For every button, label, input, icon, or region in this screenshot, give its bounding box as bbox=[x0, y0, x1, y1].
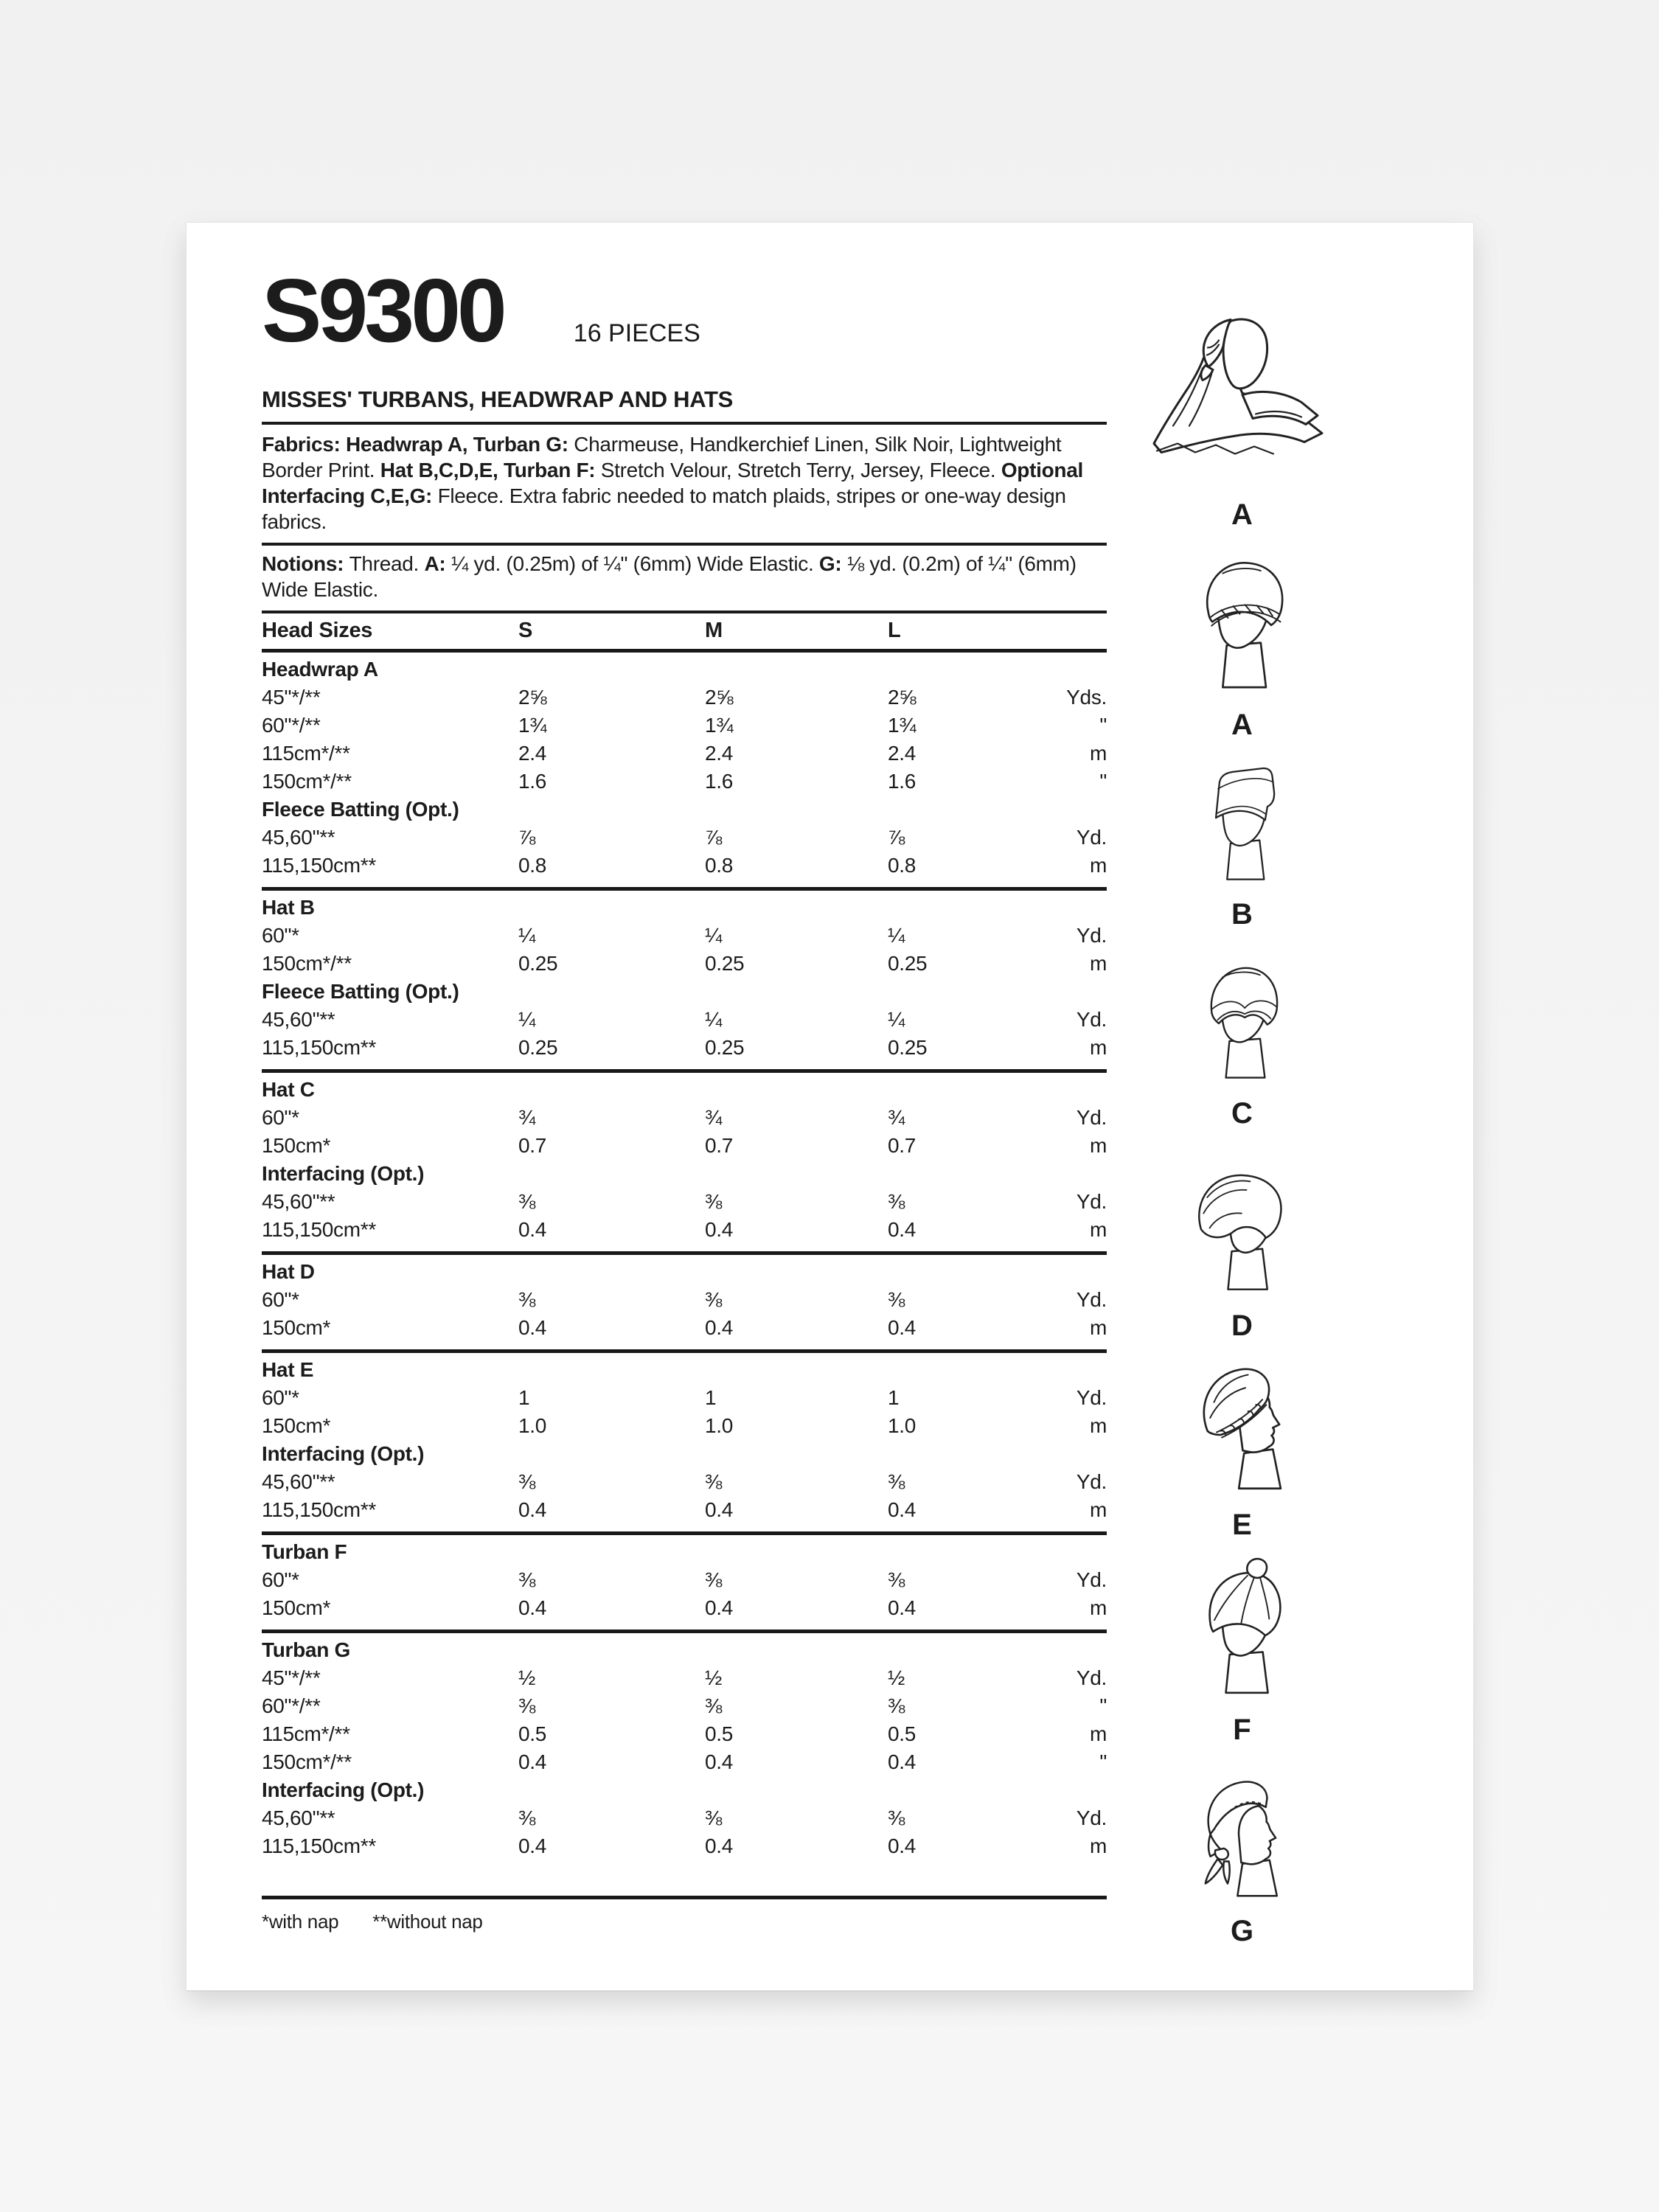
unit-cell: Yd. bbox=[1076, 924, 1107, 947]
row-label: 150cm*/** bbox=[262, 952, 352, 975]
view-label: E bbox=[1232, 1509, 1253, 1541]
view-d-figure bbox=[1124, 1153, 1360, 1343]
row-label: 150cm* bbox=[262, 1596, 331, 1619]
value-cell: 0.25 bbox=[888, 952, 928, 975]
value-cell: 0.5 bbox=[518, 1722, 547, 1745]
value-cell: 0.5 bbox=[705, 1722, 734, 1745]
view-a-turban-figure bbox=[1124, 542, 1360, 742]
hat-d-illustration bbox=[1175, 1153, 1310, 1307]
value-cell: ⅜ bbox=[705, 1568, 723, 1591]
content-column bbox=[262, 223, 1107, 1933]
yardage-row bbox=[262, 1188, 1107, 1216]
text-run: Charmeuse, Handkerchief Linen, Silk Noir, Lightweight Border Print. bbox=[262, 433, 1062, 481]
value-cell: 0.5 bbox=[888, 1722, 917, 1745]
value-cell: 1.0 bbox=[888, 1414, 917, 1437]
unit-cell: " bbox=[1099, 1750, 1107, 1773]
view-label: A bbox=[1231, 498, 1253, 531]
section-label-row: Hat E bbox=[262, 1358, 314, 1381]
view-f-figure bbox=[1124, 1551, 1360, 1747]
unit-cell: Yd. bbox=[1076, 826, 1107, 849]
value-cell: 1¾ bbox=[888, 714, 917, 737]
table-section bbox=[262, 1353, 1107, 1535]
view-g-figure bbox=[1124, 1758, 1360, 1948]
value-cell: ⅜ bbox=[705, 1470, 723, 1493]
table-section bbox=[262, 1535, 1107, 1633]
column-header: Head Sizes bbox=[262, 619, 373, 642]
column-header: M bbox=[705, 619, 723, 642]
unit-cell: m bbox=[1089, 1218, 1107, 1241]
value-cell: 0.4 bbox=[888, 1218, 917, 1241]
value-cell: ⅜ bbox=[705, 1806, 723, 1829]
value-cell: 2.4 bbox=[518, 742, 547, 765]
value-cell: 0.25 bbox=[705, 952, 745, 975]
yardage-row bbox=[262, 1006, 1107, 1034]
row-label: 60"*/** bbox=[262, 714, 321, 737]
yardage-table bbox=[262, 611, 1107, 1899]
bold-text-run: Hat B,C,D,E, Turban F: bbox=[380, 459, 601, 481]
unit-cell: Yd. bbox=[1076, 1386, 1107, 1409]
yardage-row bbox=[262, 1384, 1107, 1412]
value-cell: ½ bbox=[705, 1666, 723, 1689]
section-label-row: Hat B bbox=[262, 896, 315, 919]
value-cell: 1 bbox=[705, 1386, 717, 1409]
value-cell: ⅜ bbox=[888, 1568, 905, 1591]
yardage-row bbox=[262, 1412, 1107, 1440]
value-cell: 0.4 bbox=[888, 1498, 917, 1521]
table-section bbox=[262, 891, 1107, 1073]
yardage-row bbox=[262, 852, 1107, 880]
bold-text-run: Fabrics: bbox=[262, 433, 347, 456]
yardage-row bbox=[262, 1566, 1107, 1594]
value-cell: ⅜ bbox=[518, 1568, 536, 1591]
column-header: S bbox=[518, 619, 533, 642]
value-cell: 0.4 bbox=[518, 1750, 547, 1773]
notions-description bbox=[262, 551, 1107, 602]
value-cell: ⅜ bbox=[705, 1694, 723, 1717]
garment-title: MISSES' TURBANS, HEADWRAP AND HATS bbox=[262, 386, 1107, 425]
headwrap-a-draped-illustration bbox=[1132, 305, 1353, 495]
unit-cell: m bbox=[1089, 952, 1107, 975]
fabrics-description bbox=[262, 431, 1107, 546]
value-cell: 0.4 bbox=[518, 1834, 547, 1857]
text-run: Fleece. Extra fabric needed to match plaids, stripes or one-way design fabrics. bbox=[262, 484, 1066, 533]
value-cell: 1¾ bbox=[705, 714, 734, 737]
value-cell: ¼ bbox=[888, 924, 905, 947]
value-cell: 0.4 bbox=[518, 1218, 547, 1241]
row-label: 115,150cm** bbox=[262, 1834, 376, 1857]
view-illustrations-column bbox=[1124, 223, 1405, 1990]
with-nap-note: *with nap bbox=[262, 1910, 339, 1933]
row-label: 45"*/** bbox=[262, 686, 321, 709]
piece-count: 16 PIECES bbox=[573, 319, 700, 347]
unit-cell: Yd. bbox=[1076, 1666, 1107, 1689]
row-label: 45,60"** bbox=[262, 1470, 335, 1493]
row-label: 60"* bbox=[262, 1386, 299, 1409]
view-label: D bbox=[1231, 1310, 1253, 1342]
yardage-row bbox=[262, 1286, 1107, 1314]
unit-cell: m bbox=[1089, 1316, 1107, 1339]
unit-cell: m bbox=[1089, 854, 1107, 877]
text-run: ⅛ yd. (0.2m) of ¼" (6mm) Wide Elastic. bbox=[262, 552, 1077, 601]
value-cell: ⅜ bbox=[705, 1288, 723, 1311]
yardage-row bbox=[262, 1832, 1107, 1860]
value-cell: ⅜ bbox=[518, 1806, 536, 1829]
section-label-row: Hat C bbox=[262, 1078, 315, 1101]
value-cell: 0.7 bbox=[888, 1134, 917, 1157]
row-label: 60"* bbox=[262, 1106, 299, 1129]
section-label-row: Turban G bbox=[262, 1638, 350, 1661]
value-cell: 0.4 bbox=[518, 1316, 547, 1339]
value-cell: ⅞ bbox=[705, 826, 723, 849]
value-cell: ¼ bbox=[518, 1008, 536, 1031]
value-cell: 2⅝ bbox=[518, 686, 547, 709]
value-cell: ⅜ bbox=[518, 1470, 536, 1493]
value-cell: ⅜ bbox=[518, 1694, 536, 1717]
unit-cell: m bbox=[1089, 1834, 1107, 1857]
view-label: C bbox=[1231, 1097, 1253, 1130]
value-cell: 0.7 bbox=[705, 1134, 734, 1157]
section-label-row: Interfacing (Opt.) bbox=[262, 1442, 425, 1465]
section-label-row: Hat D bbox=[262, 1260, 315, 1283]
view-label: B bbox=[1231, 898, 1253, 931]
value-cell: ¼ bbox=[888, 1008, 905, 1031]
row-label: 150cm*/** bbox=[262, 770, 352, 793]
yardage-row bbox=[262, 684, 1107, 712]
turban-g-illustration bbox=[1175, 1758, 1310, 1912]
value-cell: ⅞ bbox=[518, 826, 536, 849]
value-cell: 1¾ bbox=[518, 714, 547, 737]
value-cell: ½ bbox=[888, 1666, 905, 1689]
unit-cell: m bbox=[1089, 1722, 1107, 1745]
row-label: 45"*/** bbox=[262, 1666, 321, 1689]
value-cell: ⅜ bbox=[888, 1694, 905, 1717]
value-cell: 0.7 bbox=[518, 1134, 547, 1157]
unit-cell: Yds. bbox=[1066, 686, 1107, 709]
hat-e-illustration bbox=[1171, 1342, 1315, 1506]
row-label: 115,150cm** bbox=[262, 854, 376, 877]
yardage-row bbox=[262, 712, 1107, 740]
row-label: 45,60"** bbox=[262, 1190, 335, 1213]
section-label-row: Headwrap A bbox=[262, 658, 378, 681]
value-cell: ¾ bbox=[705, 1106, 723, 1129]
value-cell: ¾ bbox=[518, 1106, 536, 1129]
yardage-row bbox=[262, 1216, 1107, 1244]
yardage-row bbox=[262, 1496, 1107, 1524]
value-cell: 0.4 bbox=[518, 1596, 547, 1619]
nap-footnote bbox=[262, 1910, 1107, 1933]
unit-cell: Yd. bbox=[1076, 1008, 1107, 1031]
unit-cell: Yd. bbox=[1076, 1288, 1107, 1311]
unit-cell: " bbox=[1099, 1694, 1107, 1717]
value-cell: ¼ bbox=[705, 1008, 723, 1031]
value-cell: 1 bbox=[888, 1386, 900, 1409]
unit-cell: m bbox=[1089, 1596, 1107, 1619]
value-cell: 0.4 bbox=[705, 1834, 734, 1857]
value-cell: 0.4 bbox=[888, 1834, 917, 1857]
unit-cell: Yd. bbox=[1076, 1470, 1107, 1493]
row-label: 150cm* bbox=[262, 1414, 331, 1437]
view-label: A bbox=[1231, 709, 1253, 741]
row-label: 150cm* bbox=[262, 1134, 331, 1157]
value-cell: 0.25 bbox=[518, 952, 558, 975]
value-cell: 1.6 bbox=[888, 770, 917, 793]
value-cell: 0.25 bbox=[518, 1036, 558, 1059]
value-cell: 1.0 bbox=[518, 1414, 547, 1437]
value-cell: ⅞ bbox=[888, 826, 905, 849]
yardage-row bbox=[262, 1034, 1107, 1062]
unit-cell: Yd. bbox=[1076, 1806, 1107, 1829]
yardage-row bbox=[262, 1692, 1107, 1720]
unit-cell: m bbox=[1089, 1134, 1107, 1157]
value-cell: ¼ bbox=[518, 924, 536, 947]
bold-text-run: Notions: bbox=[262, 552, 349, 575]
unit-cell: " bbox=[1099, 714, 1107, 737]
text-run: ¼ yd. (0.25m) of ¼" (6mm) Wide Elastic. bbox=[451, 552, 819, 575]
section-label-row: Fleece Batting (Opt.) bbox=[262, 980, 459, 1003]
yardage-row bbox=[262, 1314, 1107, 1342]
value-cell: ⅜ bbox=[518, 1190, 536, 1213]
value-cell: 0.4 bbox=[705, 1316, 734, 1339]
title-row bbox=[262, 260, 1107, 361]
yardage-row bbox=[262, 922, 1107, 950]
view-label: G bbox=[1230, 1915, 1255, 1947]
table-section bbox=[262, 1073, 1107, 1255]
unit-cell: m bbox=[1089, 1414, 1107, 1437]
value-cell: 0.8 bbox=[888, 854, 917, 877]
row-label: 45,60"** bbox=[262, 1806, 335, 1829]
value-cell: ¾ bbox=[888, 1106, 905, 1129]
yardage-row bbox=[262, 1748, 1107, 1776]
row-label: 115,150cm** bbox=[262, 1218, 376, 1241]
turban-a-illustration bbox=[1170, 542, 1315, 706]
value-cell: 2⅝ bbox=[888, 686, 917, 709]
unit-cell: m bbox=[1089, 1036, 1107, 1059]
value-cell: ⅜ bbox=[888, 1470, 905, 1493]
value-cell: ½ bbox=[518, 1666, 536, 1689]
value-cell: 0.4 bbox=[518, 1498, 547, 1521]
yardage-row bbox=[262, 950, 1107, 978]
row-label: 45,60"** bbox=[262, 1008, 335, 1031]
bold-text-run: G: bbox=[818, 552, 847, 575]
row-label: 150cm*/** bbox=[262, 1750, 352, 1773]
value-cell: 0.4 bbox=[705, 1750, 734, 1773]
yardage-row bbox=[262, 1594, 1107, 1622]
section-label-row: Interfacing (Opt.) bbox=[262, 1778, 425, 1801]
value-cell: 0.4 bbox=[705, 1498, 734, 1521]
without-nap-note: **without nap bbox=[372, 1910, 483, 1933]
text-run: Thread. bbox=[349, 552, 425, 575]
value-cell: 1.6 bbox=[705, 770, 734, 793]
value-cell: 0.8 bbox=[705, 854, 734, 877]
value-cell: 0.4 bbox=[888, 1316, 917, 1339]
view-b-figure bbox=[1124, 755, 1360, 931]
unit-cell: m bbox=[1089, 1498, 1107, 1521]
row-label: 60"* bbox=[262, 1288, 299, 1311]
unit-cell: m bbox=[1089, 742, 1107, 765]
row-label: 115cm*/** bbox=[262, 1722, 350, 1745]
section-label-row: Turban F bbox=[262, 1540, 347, 1563]
row-label: 45,60"** bbox=[262, 826, 335, 849]
yardage-row bbox=[262, 1720, 1107, 1748]
value-cell: 0.25 bbox=[888, 1036, 928, 1059]
hat-b-illustration bbox=[1181, 755, 1304, 895]
hat-c-illustration bbox=[1178, 947, 1307, 1094]
yardage-row bbox=[262, 824, 1107, 852]
value-cell: 2.4 bbox=[888, 742, 917, 765]
table-header-row bbox=[262, 613, 1107, 653]
row-label: 115cm*/** bbox=[262, 742, 350, 765]
value-cell: ¼ bbox=[705, 924, 723, 947]
value-cell: ⅜ bbox=[888, 1288, 905, 1311]
table-section bbox=[262, 1633, 1107, 1899]
row-label: 115,150cm** bbox=[262, 1498, 376, 1521]
value-cell: 0.4 bbox=[888, 1596, 917, 1619]
value-cell: 0.4 bbox=[705, 1218, 734, 1241]
view-a-draped-figure bbox=[1124, 305, 1360, 532]
unit-cell: Yd. bbox=[1076, 1568, 1107, 1591]
bold-text-run: Optional Interfacing C,E,G: bbox=[262, 459, 1083, 507]
yardage-row bbox=[262, 1804, 1107, 1832]
value-cell: 0.25 bbox=[705, 1036, 745, 1059]
value-cell: 1.6 bbox=[518, 770, 547, 793]
column-header: L bbox=[888, 619, 901, 642]
row-label: 150cm* bbox=[262, 1316, 331, 1339]
view-label: F bbox=[1233, 1714, 1252, 1746]
value-cell: ⅜ bbox=[705, 1190, 723, 1213]
value-cell: 2⅝ bbox=[705, 686, 734, 709]
value-cell: ⅜ bbox=[888, 1806, 905, 1829]
unit-cell: Yd. bbox=[1076, 1190, 1107, 1213]
unit-cell: " bbox=[1099, 770, 1107, 793]
table-section bbox=[262, 1255, 1107, 1353]
value-cell: 1 bbox=[518, 1386, 530, 1409]
value-cell: 0.4 bbox=[888, 1750, 917, 1773]
value-cell: 2.4 bbox=[705, 742, 734, 765]
view-c-figure bbox=[1124, 947, 1360, 1130]
value-cell: 0.8 bbox=[518, 854, 547, 877]
yardage-row bbox=[262, 1104, 1107, 1132]
pattern-envelope-back bbox=[187, 223, 1473, 1990]
yardage-row bbox=[262, 768, 1107, 796]
yardage-row bbox=[262, 1132, 1107, 1160]
value-cell: ⅜ bbox=[518, 1288, 536, 1311]
value-cell: 0.4 bbox=[705, 1596, 734, 1619]
yardage-row bbox=[262, 1664, 1107, 1692]
turban-f-illustration bbox=[1172, 1551, 1312, 1711]
section-label-row: Interfacing (Opt.) bbox=[262, 1162, 425, 1185]
pattern-number: S9300 bbox=[262, 260, 504, 361]
row-label: 60"*/** bbox=[262, 1694, 321, 1717]
row-label: 60"* bbox=[262, 1568, 299, 1591]
view-e-figure bbox=[1124, 1342, 1360, 1542]
value-cell: ⅜ bbox=[888, 1190, 905, 1213]
unit-cell: Yd. bbox=[1076, 1106, 1107, 1129]
row-label: 115,150cm** bbox=[262, 1036, 376, 1059]
bold-text-run: A: bbox=[424, 552, 451, 575]
yardage-row bbox=[262, 1468, 1107, 1496]
bold-text-run: Headwrap A, Turban G: bbox=[346, 433, 574, 456]
row-label: 60"* bbox=[262, 924, 299, 947]
text-run: Stretch Velour, Stretch Terry, Jersey, Fleece. bbox=[600, 459, 1001, 481]
value-cell: 1.0 bbox=[705, 1414, 734, 1437]
section-label-row: Fleece Batting (Opt.) bbox=[262, 798, 459, 821]
yardage-row bbox=[262, 740, 1107, 768]
table-section bbox=[262, 653, 1107, 891]
column-header bbox=[1034, 619, 1107, 643]
